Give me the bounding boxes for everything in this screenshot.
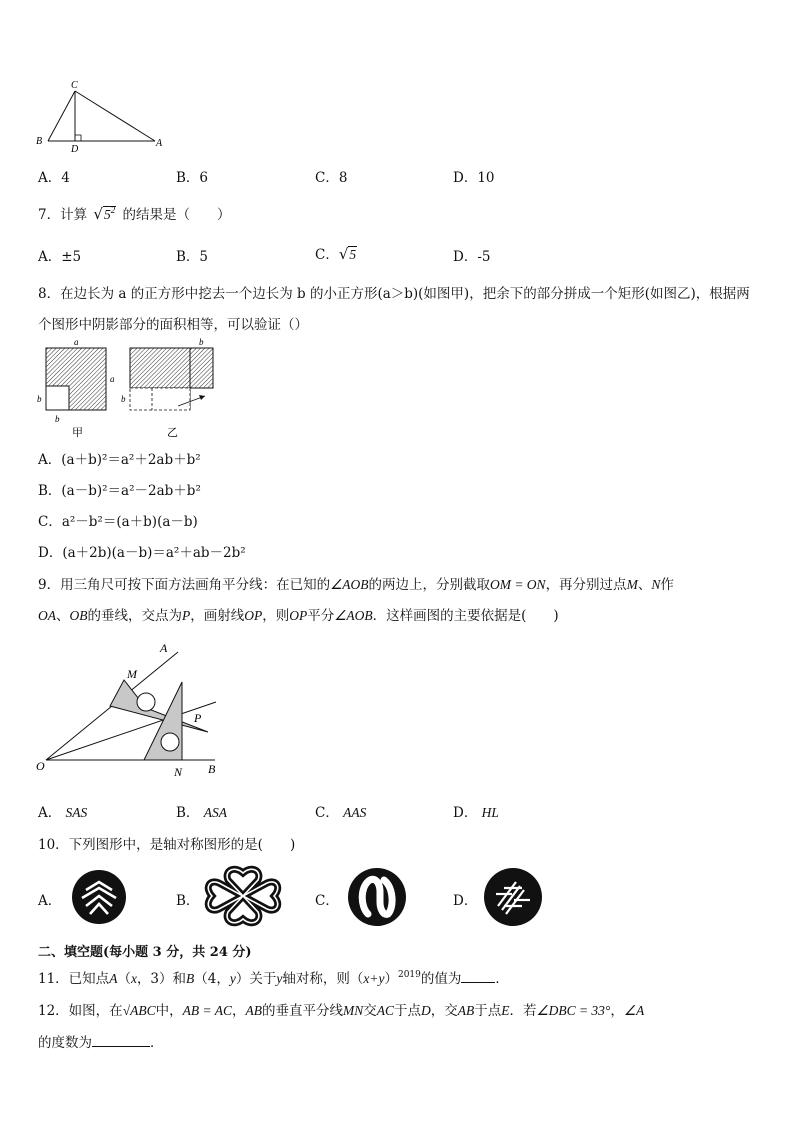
q9-l1-m: M [626,577,638,592]
q9-option-b-text: ASA [203,805,227,820]
q9-l2-text-9: 平分 [307,608,335,624]
q9-l1-text-8: 作 [660,577,674,593]
q11-stem [38,967,509,987]
q9-l1-text-4: ，再分别过点 [545,577,627,593]
china-mobile-logo-icon[interactable] [70,868,128,926]
q12-l1-d: D [420,1003,431,1018]
q6-label-A: A [156,138,163,149]
q8-stem-line1: 8．在边长为 a 的正方形中挖去一个边长为 b 的小正方形(a＞b)(如图甲)，把余下的部分拼成一个矩形(如图乙)，根据两 [38,286,750,302]
q12-l1-text-4: ， [231,1003,246,1019]
q6-label-D: D [71,144,79,155]
q9-option-d-text: HL [481,805,499,820]
q11-axis-y: y [276,971,283,986]
q6-option-c[interactable]: C．8 [315,170,348,186]
q10-option-c-label[interactable]: C． [315,893,339,909]
q9-l2-text-5: ，画射线 [190,608,245,624]
q10-option-d-label[interactable]: D． [453,893,478,909]
q9-label-M: M [127,667,137,681]
q12-l1-triangle: √ABC [122,1003,156,1018]
q9-stem-line1 [38,573,674,593]
q9-option-c-text: AAS [343,805,367,820]
q8-yi-label-b-left: b [121,394,126,404]
q7-radical: $√5^2$ [93,205,116,223]
q8-jia-label-a-side: a [110,374,115,384]
q9-l2-oa: OA [38,608,56,623]
q12-l2-text-0: 的度数为 [38,1035,92,1051]
q9-l2-op: OP [244,608,263,623]
q6-right-triangle-figure [30,76,170,156]
q12-l1-text-2: 中， [155,1003,183,1019]
q10-option-b-label[interactable]: B． [176,893,200,909]
q7-radicand-exp: 2 [110,205,116,215]
q10-stem: 10．下列图形中，是轴对称图形的是( ) [38,837,296,853]
q9-l2-text-11: ．这样画图的主要依据是( ) [372,608,559,624]
q12-l1-text-16: ．若 [509,1003,537,1019]
q9-l2-ob: OB [69,608,88,623]
q11-point-b: B [186,971,195,986]
q12-l1-ab-ac: AB = AC [182,1003,232,1018]
q9-l2-angle-aob: ∠AOB [334,608,373,623]
q9-label-A: A [160,641,168,655]
q9-label-O: O [36,759,45,773]
q7-option-b[interactable]: B．5 [176,249,209,265]
q9-l1-angle-aob: ∠AOB [330,577,369,592]
q11-text-0: 11．已知点 [38,971,110,987]
q6-label-C: C [71,80,78,91]
q8-option-b[interactable]: B．(a－b)²＝a²－2ab＋b² [38,483,201,499]
q12-l1-text-6: 的垂直平分线 [261,1003,343,1019]
q9-option-a[interactable] [38,801,87,821]
q11-text-14: 的值为 [420,971,462,987]
q7-stem [38,203,231,223]
q9-option-c-prefix: C． [315,805,339,821]
q12-l1-text-0: 12．如图，在 [38,1003,123,1019]
q9-stem-line2 [38,604,559,624]
circle-n-logo-icon[interactable] [346,866,408,928]
q12-l2-text-1: ． [150,1035,164,1051]
q12-l1-ab: AB [245,1003,262,1018]
q11-sum: x+y [363,971,385,986]
q9-option-b[interactable] [176,801,227,821]
q7-stem-post: 的结果是（ ） [122,207,231,223]
q7-option-c-prefix: C． [315,247,339,263]
q12-l1-e: E [501,1003,510,1018]
q6-option-b[interactable]: B．6 [176,170,209,186]
q8-figure-jia [37,337,115,439]
q11-exponent: 2019 [397,970,421,980]
q8-option-c[interactable]: C．a²－b²＝(a＋b)(a－b) [38,514,198,530]
china-unicom-knot-icon[interactable] [204,865,282,927]
q11-text-12: ） [384,971,398,987]
q12-stem-line2 [38,1031,164,1051]
q9-option-d[interactable] [453,801,499,821]
q12-l1-text-8: 交 [363,1003,377,1019]
q11-var-y: y [229,971,236,986]
q8-jia-label-b-bottom: b [55,414,60,424]
q9-l1-text-2: 的两边上，分别截取 [368,577,490,593]
q12-l1-ac: AC [376,1003,394,1018]
q9-l1-n: N [651,577,661,592]
q8-figures [30,336,230,440]
q12-stem-line1 [38,999,644,1019]
q11-point-a: A [109,971,118,986]
q9-l2-text-1: 、 [56,608,70,624]
q8-stem-line2: 个图形中阴影部分的面积相等，可以验证（） [38,317,308,333]
q9-option-b-prefix: B． [176,805,200,821]
q12-l1-ab-2: AB [457,1003,475,1018]
q11-text-2: （ [117,971,131,987]
section-title: 二、填空题(每小题 3 分，共 24 分) [38,945,252,960]
q11-text-4: ，3）和 [136,971,187,987]
q9-label-B: B [208,762,216,776]
q11-text-15: ． [495,971,509,987]
q9-angle-bisector-figure [30,636,230,784]
q9-l2-text-7: ，则 [262,608,290,624]
q9-l2-op-2: OP [289,608,308,623]
q12-l1-mn: MN [342,1003,364,1018]
q12-l1-angle-a: ∠A [623,1003,645,1018]
q7-option-c-radicand: 5 [349,247,357,262]
q7-stem-pre: 7．计算 [38,207,88,223]
q9-option-a-prefix: A． [38,805,62,821]
q9-l2-text-3: 的垂线，交点为 [87,608,182,624]
q9-l2-p: P [182,608,191,623]
q8-yi-label-b-top: b [199,337,204,347]
q8-jia-label-b-left: b [37,394,42,404]
q12-l1-text-14: 于点 [474,1003,502,1019]
q9-l1-text-0: 9．用三角尺可按下面方法画角平分线：在已知的 [38,577,331,593]
q8-jia-label-a-top: a [74,337,79,347]
q12-l1-text-18: ， [610,1003,624,1019]
q12-answer-blank[interactable] [92,1034,150,1047]
q9-l1-om-on: OM = ON [489,577,546,592]
q9-option-a-text: SAS [65,805,88,820]
q12-l1-angle-dbc: ∠DBC = 33° [536,1003,611,1018]
q7-option-d[interactable]: D．-5 [453,249,491,265]
q9-l1-text-6: 、 [637,577,652,593]
q9-option-d-prefix: D． [453,805,478,821]
q8-option-d[interactable]: D．(a＋2b)(a－b)＝a²＋ab－2b² [38,545,246,561]
q8-yi-caption: 乙 [167,427,178,439]
q8-jia-caption: 甲 [72,427,83,439]
q6-label-B: B [36,136,43,147]
q12-l1-text-10: 于点 [393,1003,421,1019]
q7-option-a[interactable]: A．±5 [38,249,82,265]
q6-option-a[interactable]: A．4 [38,170,70,186]
q9-label-N: N [174,765,183,779]
q9-label-P: P [194,711,202,725]
q7-radicand: 5 [103,207,111,222]
q9-option-c[interactable] [315,801,366,821]
q6-option-d[interactable]: D．10 [453,170,495,186]
q11-text-8: ）关于 [235,971,277,987]
q11-text-10: 轴对称，则（ [282,971,364,987]
q11-answer-blank[interactable] [461,970,495,983]
circle-hatch-logo-icon[interactable] [482,866,544,928]
q10-option-a-label[interactable]: A． [38,893,62,909]
q7-option-c[interactable]: C．√5 [315,245,357,263]
q8-figure-yi [121,337,213,439]
q11-var-x: x [130,971,137,986]
q12-l1-text-12: ，交 [430,1003,458,1019]
q8-option-a[interactable]: A．(a＋b)²＝a²＋2ab＋b² [38,452,201,468]
q11-text-6: （4， [194,971,230,987]
